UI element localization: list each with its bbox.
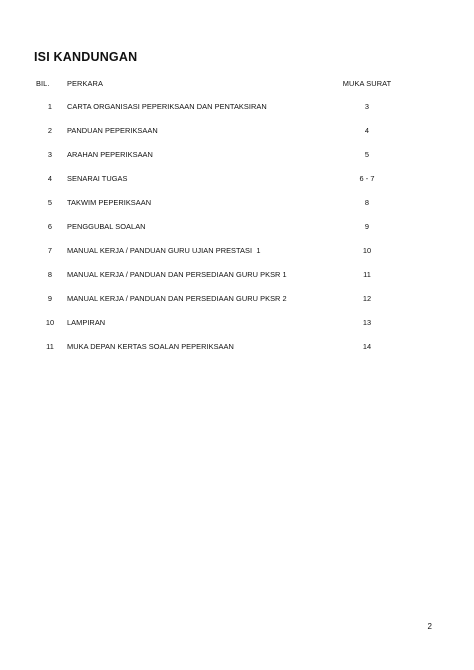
column-header-bil: BIL. (36, 79, 50, 88)
toc-row-page: 3 (364, 102, 370, 111)
toc-row (0, 126, 474, 140)
toc-row (0, 294, 474, 308)
toc-row (0, 318, 474, 332)
toc-row-title: MUKA DEPAN KERTAS SOALAN PEPERIKSAAN (67, 342, 234, 351)
toc-row-title: CARTA ORGANISASI PEPERIKSAAN DAN PENTAKSIRAN (67, 102, 267, 111)
toc-row-title: PENGGUBAL SOALAN (67, 222, 146, 231)
toc-row-title: LAMPIRAN (67, 318, 106, 327)
page-number: 2 (427, 622, 432, 631)
toc-row (0, 246, 474, 260)
toc-row-page: 10 (362, 246, 372, 255)
toc-row (0, 222, 474, 236)
toc-row-page: 6 - 7 (359, 174, 375, 183)
toc-row-title: SENARAI TUGAS (67, 174, 128, 183)
toc-row-page: 5 (364, 150, 370, 159)
toc-row-title: PANDUAN PEPERIKSAAN (67, 126, 158, 135)
column-header-perkara: PERKARA (67, 79, 104, 88)
toc-row-page: 9 (364, 222, 370, 231)
toc-row-page: 8 (364, 198, 370, 207)
toc-row-title: MANUAL KERJA / PANDUAN DAN PERSEDIAAN GURU PKSR 1 (67, 270, 287, 279)
toc-row-number: 10 (45, 318, 55, 327)
toc-row-number: 7 (47, 246, 53, 255)
toc-row-number: 8 (47, 270, 53, 279)
toc-row-page: 4 (364, 126, 370, 135)
toc-row-page: 11 (363, 270, 371, 279)
column-header-muka-surat: MUKA SURAT (342, 79, 392, 88)
toc-row-number: 1 (47, 102, 53, 111)
toc-row (0, 174, 474, 188)
toc-row-number: 6 (47, 222, 53, 231)
toc-row-page: 12 (362, 294, 372, 303)
toc-row (0, 342, 474, 356)
toc-row-title: ARAHAN PEPERIKSAAN (67, 150, 153, 159)
toc-row-number: 2 (47, 126, 53, 135)
toc-row-title: MANUAL KERJA / PANDUAN GURU UJIAN PRESTASI 1 (67, 246, 261, 255)
toc-row-number: 4 (47, 174, 53, 183)
toc-row-number: 3 (47, 150, 53, 159)
toc-row-title: TAKWIM PEPERIKSAAN (67, 198, 152, 207)
toc-row-number: 9 (47, 294, 53, 303)
toc-row-number: 11 (46, 342, 54, 351)
page-title: ISI KANDUNGAN (34, 50, 138, 64)
toc-row-page: 13 (362, 318, 372, 327)
toc-row (0, 150, 474, 164)
toc-row-title: MANUAL KERJA / PANDUAN DAN PERSEDIAAN GURU PKSR 2 (67, 294, 287, 303)
toc-row (0, 270, 474, 284)
toc-row-number: 5 (47, 198, 53, 207)
toc-row-page: 14 (362, 342, 372, 351)
toc-row (0, 198, 474, 212)
toc-row (0, 102, 474, 116)
